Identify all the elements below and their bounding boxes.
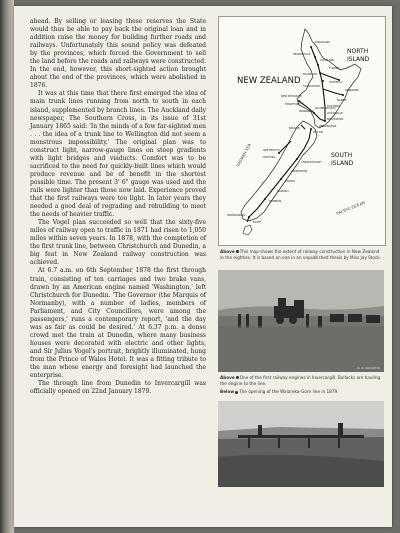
caption-text: The opening of the Waiareka-Gore line in 1879. [239, 389, 339, 395]
town-label: HELENSVILLE [293, 53, 311, 56]
north-island-label-1: NORTH [347, 48, 369, 55]
paragraph-3: The Vogel plan succeeded so well that the sixty-five miles of railway open to traffic in 1871 had risen to 1,050 miles within seven years. In 1878, with the completion of the first trunk line, between Christchurch and Dunedin, a big feat in New Zealand railway construction was achieved. [30, 219, 206, 267]
town-label: FRANKTON [303, 73, 317, 76]
caption-text: This map shows the extent of railway construction in New Zealand in the eighties. It is based on one in an unpublished thesis by Miss Joy Stock. [220, 249, 382, 260]
town-label: STRATFORD [285, 103, 301, 106]
paragraph-5: The through line from Dunedin to Invercargill was officially opened on 22nd January 1879. [30, 380, 206, 396]
body-text-column [30, 18, 206, 523]
ocean-label: PACIFIC OCEAN [335, 199, 366, 216]
town-label: GISBORNE [345, 89, 359, 92]
paragraph-4: At 6.7 a.m. on 6th September 1878 the first through train, consisting of ten carriages and two brake vans, drawn by an American engine named 'Washington,' left Christchurch for Dunedin. 'The Governor (the Marquis of Normanby), with a number of ladies, members of Parliament, and City Councillors, were among the passengers,' runs a contemporary report, 'and the day was as fair as could be desired.' At 6.37 p.m. a dense crowd met the train at Dunedin, where many business houses were decorated with electric and other lights, and Sir Julius Vogel's portrait, brightly illuminated, hung from the Prince of Wales Hotel. It was a fitting tribute to the man whose energy and foresight had launched the enterprise. [30, 267, 206, 380]
town-label: WOODVILLE [327, 112, 343, 115]
town-label: NEW PLYMOUTH [281, 95, 302, 98]
town-label: HASTINGS [327, 105, 341, 108]
photo-opening-drawing [218, 401, 384, 487]
town-label: INVERCARGILL [227, 214, 246, 217]
town-label: WANGANUI [299, 110, 314, 113]
sea-label: TASMAN SEA [235, 142, 252, 168]
town-label: CHRISTCHURCH [301, 161, 322, 164]
town-label: THAMES [329, 67, 340, 70]
north-island-label-2: ISLAND [347, 56, 370, 63]
caption-lead: Below [220, 389, 235, 395]
photo-engine-invercargill [218, 270, 384, 372]
town-label: PALMERSTON N. [315, 107, 337, 110]
town-label: BLUFF [253, 221, 261, 224]
town-label: DUNEDIN [269, 200, 282, 203]
bullet-icon [236, 376, 239, 379]
caption-lead: Above [220, 249, 235, 254]
photo1-caption [220, 375, 382, 386]
town-label: NELSON [289, 127, 300, 130]
bullet-icon [236, 250, 239, 253]
town-label: HOKITIKA [263, 156, 276, 159]
town-label: KAWAKAWA [315, 41, 330, 44]
map-title: NEW ZEALAND [237, 76, 301, 86]
town-label: AUCKLAND [320, 59, 335, 62]
town-label: ASHBURTON [291, 170, 308, 173]
map-drawing [219, 17, 385, 245]
town-label: TAUMARUNUI [303, 85, 321, 88]
bullet-icon [235, 391, 238, 394]
photo-line-opening [218, 401, 384, 487]
town-label: OAMARU [277, 190, 289, 193]
town-label: PICTON [313, 131, 323, 134]
photo-engine-drawing [218, 270, 384, 372]
map-caption [220, 249, 382, 260]
paragraph-2: It was at this time that there first emerged the idea of main trunk lines running from north to south in each island, supplemented by branch lines. The Auckland daily newspaper, The Southern Cross, in its issue of 31st January 1865 said: 'In the minds of a few far-sighted men . . . the idea of a trunk line to Wellington did not seem a monstrous impossibility.' The original plan was to construct light, narrow-gauge lines on steep gradients with light bridges and viaducts. Comfort was to be sacrificed to the need for quickly-built lines which would produce revenue and be of benefit in the shortest possible time. The present 3' 6" gauge was used and the rails were lighter than those now laid. Experience proved that the first railways were too light. In later years they needed a good deal of regrading and rebuilding to meet the needs of heavier traffic. [30, 90, 206, 219]
photo-credit: N. Z. RAILWAYS [357, 366, 380, 371]
town-label: ROTORUA [329, 81, 342, 84]
adjacent-page-edge [0, 0, 14, 533]
stewart-island-shape [243, 225, 252, 235]
railway-map [218, 16, 386, 246]
photo2-caption [220, 389, 382, 395]
caption-text: One of the first railway engines in Invercargill. Bullocks are hauling the engine to the line. [220, 375, 381, 386]
town-label: NAPIER [337, 99, 347, 102]
town-label: WELLINGTON [319, 125, 337, 128]
town-label: TIMARU [285, 180, 296, 183]
paragraph-1: ahead. By selling or leasing these reserves the State would thus be able to pay back the original loan and in addition raise the money for building further roads and railways. Unfortunately this sound policy was defeated by the provinces, which forced the Government to sell the land before the roads and railways were constructed. In the end, however, this short-sighted action brought about the end of the provinces, which were abolished in 1876. [30, 18, 206, 90]
south-island-label-1: SOUTH [331, 152, 353, 159]
book-page [14, 6, 392, 527]
illustration-column [218, 16, 384, 487]
caption-lead: Above [220, 375, 235, 381]
town-label: MASTERTON [327, 118, 344, 121]
south-island-label-2: ISLAND [331, 160, 354, 167]
town-label: GREYMOUTH [263, 149, 280, 152]
